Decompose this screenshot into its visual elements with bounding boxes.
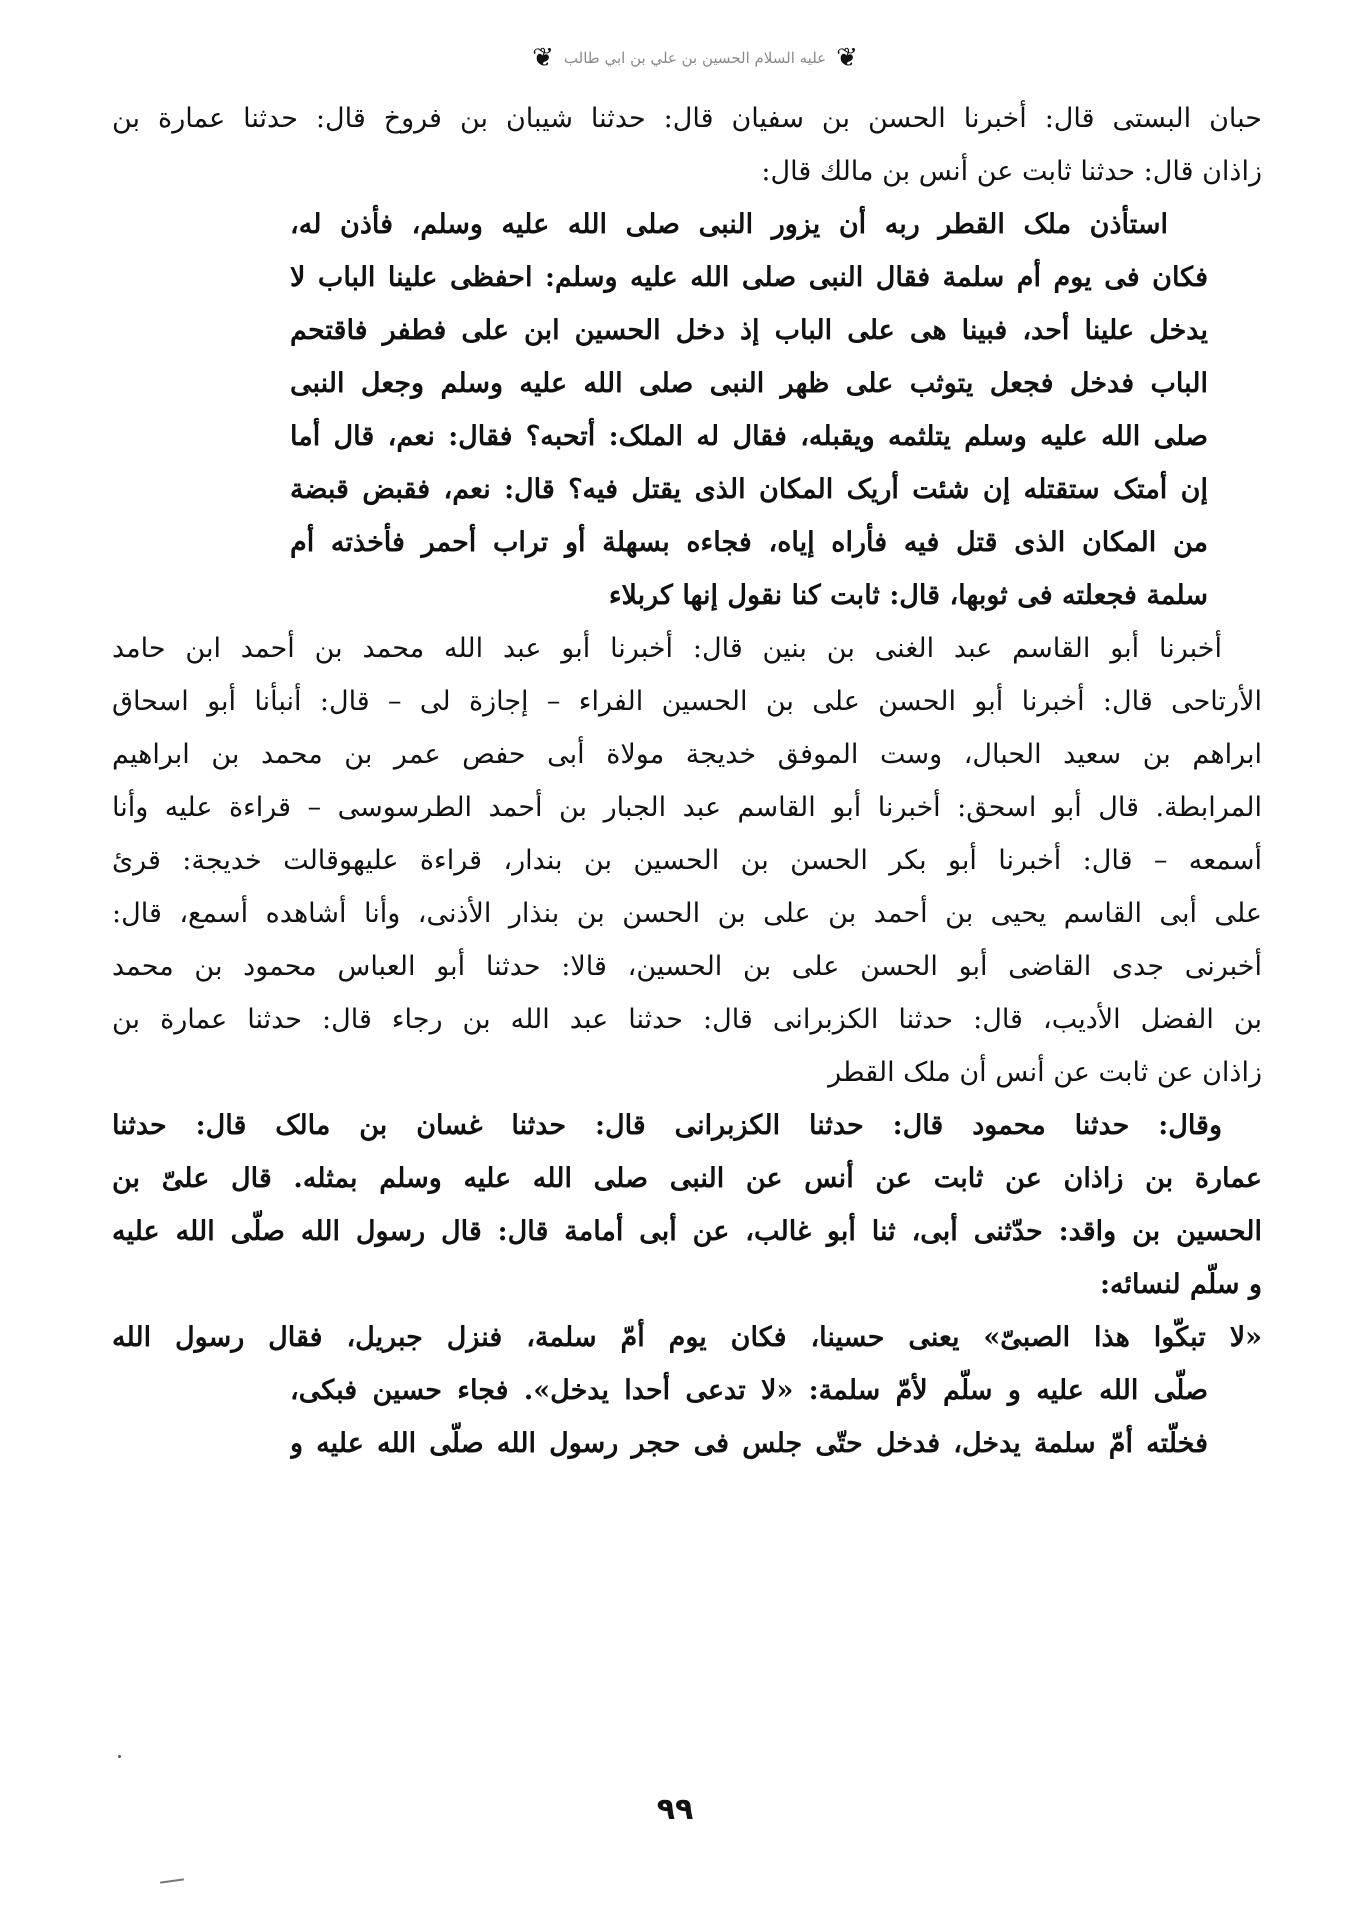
text-line: أخبرنى جدى القاضى أبو الحسن على بن الحسين، قالا: حدثنا أبو العباس محمود بن محمد <box>112 951 1262 982</box>
text-line: الحسين بن واقد: حدّثنى أبى، ثنا أبو غالب، عن أبى أمامة قال: قال رسول الله صلّى الله عليه <box>112 1216 1262 1247</box>
quote-line: الباب فدخل فجعل يتوثب على ظهر النبى صلى الله عليه وسلم وجعل النبى <box>290 368 1208 399</box>
running-header <box>475 38 915 78</box>
hadith-quote <box>112 1311 1262 1470</box>
ornament-icon: ❦ <box>532 43 554 73</box>
text-line: زاذان عن ثابت عن أنس أن ملک القطر <box>828 1057 1262 1088</box>
text-line: وقال: حدثنا محمود قال: حدثنا الكزبرانى قال: حدثنا غسان بن مالک قال: حدثنا <box>112 1110 1222 1141</box>
quote-line: صلّى الله عليه و سلّم لأمّ سلمة: «لا تدعى أحدا يدخل». فجاء حسين فبكى، <box>290 1375 1208 1406</box>
quote-line: فكان فى يوم أم سلمة فقال النبى صلى الله عليه وسلم: احفظى علينا الباب لا <box>290 262 1208 293</box>
text-line: و سلّم لنسائه: <box>1099 1269 1262 1300</box>
text-line: الأرتاحى قال: أخبرنا أبو الحسن على بن الحسين الفراء – إجازة لى – قال: أنبأنا أبو اسحاق <box>112 686 1262 717</box>
quote-line: «لا تبكّوا هذا الصبىّ» يعنى حسينا، فكان يوم أمّ سلمة، فنزل جبريل، فقال رسول الله <box>112 1322 1262 1353</box>
text-line: ابراهم بن سعيد الحبال، وست الموفق خديجة مولاة أبى حفص عمر بن محمد بن ابراهيم <box>112 739 1262 770</box>
quote-line: فخلّته أمّ سلمة يدخل، فدخل حتّى جلس فى حجر رسول الله صلّى الله عليه و <box>290 1428 1208 1459</box>
body-text <box>112 92 1262 1772</box>
text-line: المرابطة. قال أبو اسحق: أخبرنا أبو القاسم عبد الجبار بن أحمد الطرسوسى – قراءة عليه وأنا <box>112 792 1262 823</box>
quote-line: إن أمتک ستقتله إن شئت أريک المكان الذى يقتل فيه؟ قال: نعم، فقبض قبضة <box>290 474 1208 505</box>
text-line: عمارة بن زاذان عن ثابت عن أنس عن النبى صلى الله عليه وسلم بمثله. قال علىّ بن <box>112 1163 1262 1194</box>
paragraph <box>112 1099 1262 1311</box>
text-line: زاذان قال: حدثنا ثابت عن أنس بن مالك قال: <box>761 156 1262 187</box>
text-line: على أبى القاسم يحيى بن أحمد بن على بن الحسن بن بنذار الأذنى، وأنا أشاهده أسمع، قال: <box>112 898 1262 929</box>
paragraph <box>112 622 1262 1099</box>
quote-line: يدخل علينا أحد، فبينا هى على الباب إذ دخل الحسين ابن على فطفر فاقتحم <box>290 315 1208 346</box>
scan-artifact <box>160 1878 184 1883</box>
running-title: عليه السلام الحسين بن علي بن ابي طالب <box>563 49 827 67</box>
hadith-quote <box>112 198 1262 622</box>
quote-line: صلى الله عليه وسلم يتلثمه ويقبله، فقال له الملک: أتحبه؟ فقال: نعم، قال أما <box>290 421 1208 452</box>
text-line: أخبرنا أبو القاسم عبد الغنى بن بنين قال: أخبرنا أبو عبد الله محمد بن أحمد ابن حامد <box>112 633 1222 664</box>
quote-line: استأذن ملک القطر ربه أن يزور النبى صلى الله عليه وسلم، فأذن له، <box>290 209 1168 240</box>
scan-artifact <box>118 1755 121 1758</box>
ornament-icon: ❦ <box>836 43 858 73</box>
text-line: حبان البستى قال: أخبرنا الحسن بن سفيان قال: حدثنا شيبان بن فروخ قال: حدثنا عمارة بن <box>112 103 1262 134</box>
text-line: بن الفضل الأديب، قال: حدثنا الكزبرانى قال: حدثنا عبد الله بن رجاء قال: حدثنا عمارة بن <box>112 1004 1262 1035</box>
text-line: أسمعه – قال: أخبرنا أبو بكر الحسن بن الحسين بن بندار، قراءة عليهوقالت خديجة: قرئ <box>112 845 1262 876</box>
quote-line: من المكان الذى قتل فيه فأراه إياه، فجاءه بسهلة أو تراب أحمر فأخذته أم <box>290 527 1208 558</box>
page-number: ٩٩ <box>656 1792 694 1827</box>
quote-line: سلمة فجعلته فى ثوبها، قال: ثابت كنا نقول إنها كربلاء <box>608 580 1208 611</box>
paragraph <box>112 92 1262 198</box>
